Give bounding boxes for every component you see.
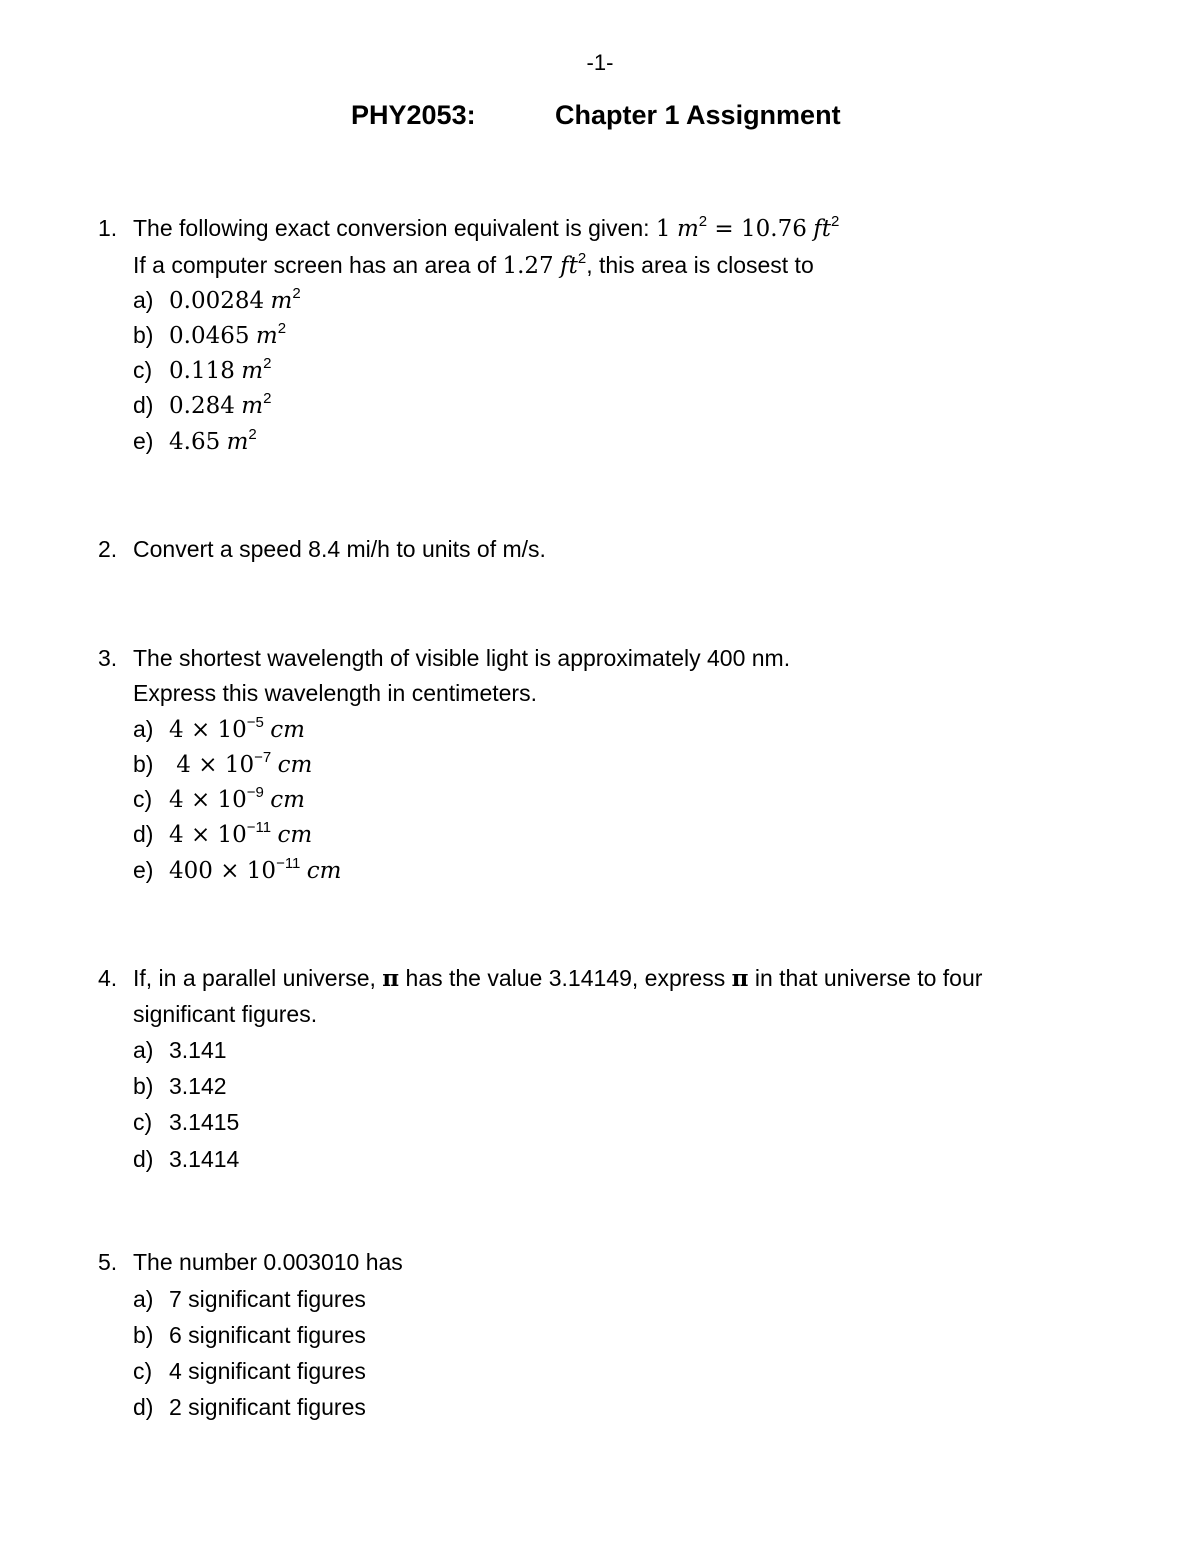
course-code: PHY2053: (351, 100, 476, 130)
question-3-option: e) $400 \times 10^{-11}$ cm (133, 855, 342, 884)
question-3-option: d) $4 \times 10^{-11}$ cm (133, 819, 313, 848)
question-3-option: c) $4 \times 10^{-9}$ cm (133, 784, 305, 813)
question-1-option: b) 0.0465 $m^2$ (133, 320, 287, 349)
question-1-option: e) 4.65 $m^2$ (133, 426, 257, 455)
question-4-line-1: If, in a parallel universe, π has the value 3.14149, express π in that universe to four (133, 965, 983, 992)
question-4-line-2: significant figures. (133, 1001, 318, 1027)
question-3-number: 3. (98, 645, 118, 671)
question-1-option: d) 0.284 $m^2$ (133, 390, 272, 419)
question-5-number: 5. (98, 1249, 118, 1275)
question-2-number: 2. (98, 536, 118, 562)
question-1-line-1: The following exact conversion equivalent is given: 1 $m^2 = 10.76$ $ft^2$ (133, 213, 840, 242)
page-title: Chapter 1 Assignment (555, 100, 841, 130)
pi-symbol: π (382, 965, 400, 992)
question-5-text: The number 0.003010 has (133, 1249, 403, 1275)
question-3-option: a) $4 \times 10^{-5}$ cm (133, 714, 305, 743)
question-4-option: d) 3.1414 (133, 1146, 240, 1172)
question-5-option: a) 7 significant figures (133, 1286, 366, 1312)
question-5-option: b) 6 significant figures (133, 1322, 366, 1348)
question-5-option: c) 4 significant figures (133, 1358, 366, 1384)
question-4-option: a) 3.141 (133, 1037, 227, 1063)
question-4-option: b) 3.142 (133, 1073, 227, 1099)
page-number: -1- (586, 50, 614, 75)
pi-symbol: π (731, 965, 749, 992)
question-2-text: Convert a speed 8.4 mi/h to units of m/s. (133, 536, 546, 562)
question-3-option: b) $4 \times 10^{-7}$ cm (133, 749, 313, 778)
question-4-number: 4. (98, 965, 118, 991)
question-4-option: c) 3.1415 (133, 1109, 240, 1135)
question-1-option: a) 0.00284 $m^2$ (133, 285, 301, 314)
question-1-line-2: If a computer screen has an area of 1.27 $ft^2$, this area is closest to (133, 250, 814, 279)
question-3-line-1: The shortest wavelength of visible light is approximately 400 nm. (133, 645, 791, 671)
question-5-option: d) 2 significant figures (133, 1394, 366, 1420)
question-1-option: c) 0.118 $m^2$ (133, 355, 272, 384)
question-3-line-2: Express this wavelength in centimeters. (133, 680, 537, 706)
question-1-number: 1. (98, 215, 118, 241)
